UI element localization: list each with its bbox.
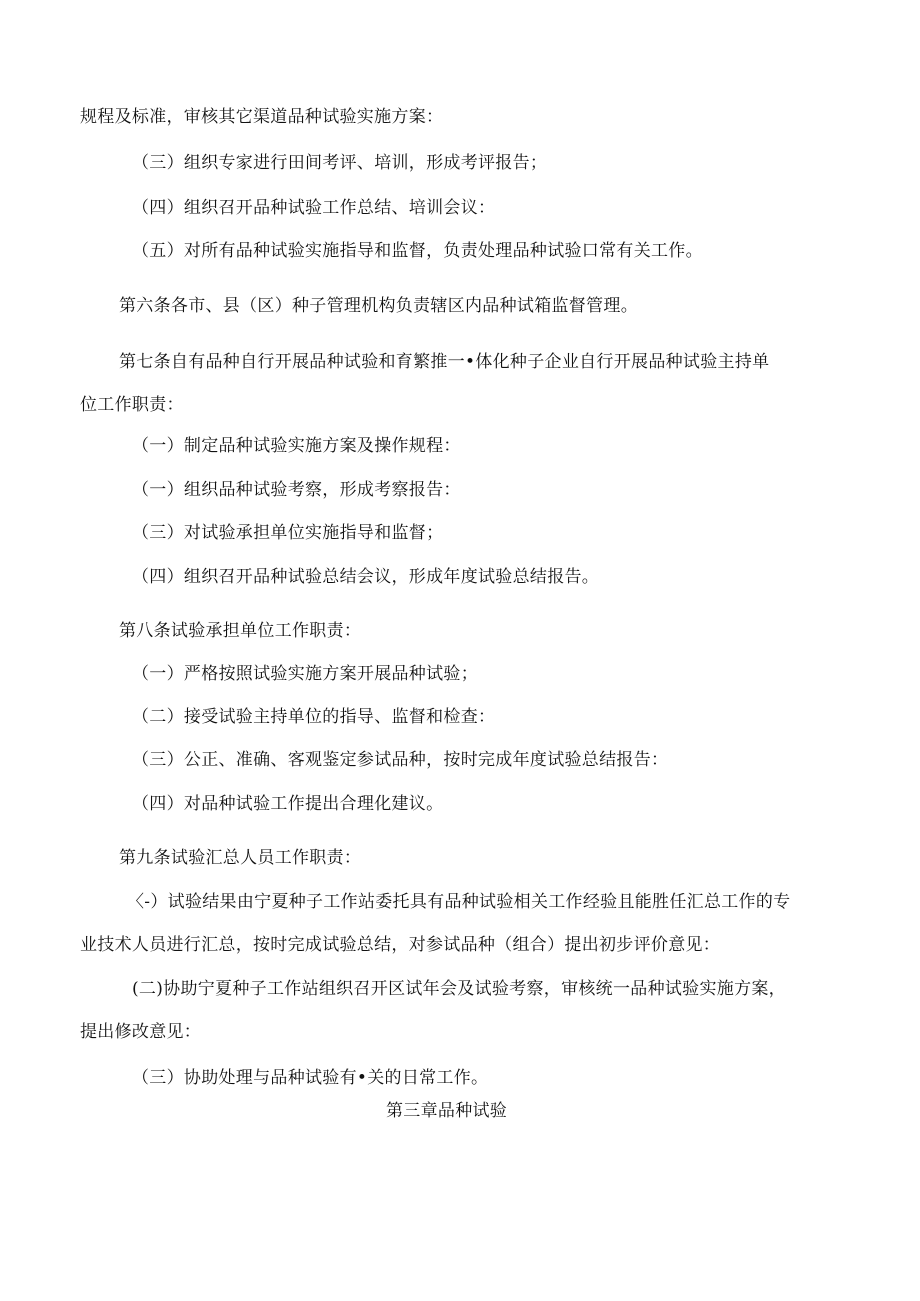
list-item: (二)协助宁夏种子工作站组织召开区试年会及试验考察，审核统一品种试验实施方案， — [132, 979, 786, 999]
list-item: （四）组织召开品种试验总结会议，形成年度试验总结报告。 — [132, 567, 600, 587]
list-item: （一）组织品种试验考察，形成考察报告： — [132, 480, 461, 500]
list-item: （五）对所有品种试验实施指导和监督，负责处理品种试验口常有关工作。 — [132, 241, 703, 261]
text-line: 提出修改意见： — [80, 1022, 202, 1042]
article-paragraph: 第七条自有品种自行开展品种试验和育繁推一•体化种子企业自行开展品种试验主持单 — [119, 352, 770, 372]
list-item: （一）制定品种试验实施方案及操作规程： — [132, 436, 461, 456]
article-paragraph: 第八条试验承担单位工作职责： — [119, 621, 362, 641]
list-item: （四）组织召开品种试验工作总结、培训会议： — [132, 198, 496, 218]
text-line: 业技术人员进行汇总，按时完成试验总结，对参试品种（组合）提出初步评价意见： — [80, 935, 721, 955]
list-item: 〈-）试验结果由宁夏种子工作站委托具有品种试验相关工作经验且能胜任汇总工作的专 — [127, 892, 791, 912]
list-item: （三）对试验承担单位实施指导和监督； — [132, 523, 444, 543]
list-item: （三）组织专家进行田间考评、培训，形成考评报告； — [132, 153, 548, 173]
text-line: 位工作职责： — [80, 395, 184, 415]
list-item: （四）对品种试验工作提出合理化建议。 — [132, 794, 444, 814]
chapter-heading: 第三章品种试验 — [386, 1101, 508, 1121]
article-paragraph: 第九条试验汇总人员工作职责： — [119, 848, 362, 868]
article-paragraph: 第六条各市、县（区）种子管理机构负责辖区内品种试箱监督管理。 — [119, 296, 638, 316]
list-item: （三）公正、准确、客观鉴定参试品种，按时完成年度试验总结报告： — [132, 750, 669, 770]
list-item: （三）协助处理与品种试验有•关的日常工作。 — [132, 1068, 489, 1088]
text-line: 规程及标准，审核其它渠道品种试验实施方案： — [80, 107, 444, 127]
list-item: （二）接受试验主持单位的指导、监督和检查： — [132, 707, 496, 727]
list-item: （一）严格按照试验实施方案开展品种试验； — [132, 664, 478, 684]
